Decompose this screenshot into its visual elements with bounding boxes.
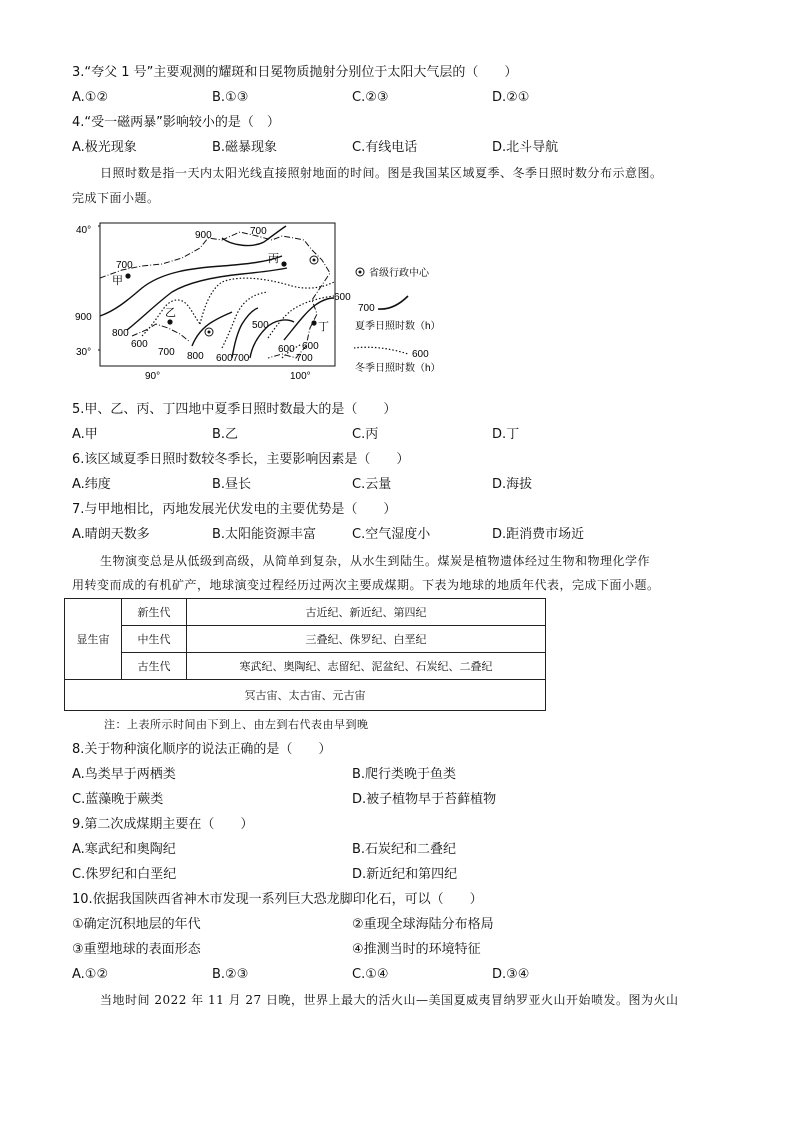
place-jia-dot xyxy=(125,273,130,278)
q10-choice-1: ①确定沉积地层的年代 xyxy=(72,917,201,932)
legend-summer-line xyxy=(378,296,408,309)
lat-40-label: 40° xyxy=(76,225,92,236)
volcano-intro-line1: 当地时间 2022 年 11 月 27 日晚，世界上最大的活火山—美国夏威夷冒纳罗亚火山开始喷发。图为火山 xyxy=(100,993,679,1007)
question-9-stem: 9.第二次成煤期主要在（ ） xyxy=(72,817,254,832)
q9-option-b[interactable]: B.石炭纪和二叠纪 xyxy=(352,842,457,857)
place-yi-dot xyxy=(167,319,172,324)
q4-option-c[interactable]: C.有线电话 xyxy=(352,140,418,155)
contour-label: 800 xyxy=(187,351,204,362)
q8-option-b[interactable]: B.爬行类晚于鱼类 xyxy=(352,767,457,782)
q6-option-c[interactable]: C.云量 xyxy=(352,477,392,492)
q3-option-d[interactable]: D.②① xyxy=(492,90,530,105)
q10-choice-2: ②重现全球海陆分布格局 xyxy=(352,917,494,932)
legend-summer-value: 700 xyxy=(358,303,375,314)
q9-option-a[interactable]: A.寒武纪和奥陶纪 xyxy=(72,842,176,857)
q10-option-d[interactable]: D.③④ xyxy=(492,967,530,982)
place-bing-dot xyxy=(281,261,286,266)
question-10-stem: 10.依据我国陕西省神木市发现一系列巨大恐龙脚印化石，可以（ ） xyxy=(72,892,483,907)
place-ding-dot xyxy=(311,320,316,325)
q10-option-b[interactable]: B.②③ xyxy=(212,967,249,982)
q10-option-c[interactable]: C.①④ xyxy=(352,967,389,982)
legend-winter-value: 600 xyxy=(412,349,429,360)
contour-label: 700 xyxy=(296,353,313,364)
q4-option-a[interactable]: A.极光现象 xyxy=(72,140,137,155)
sunshine-intro-line2: 完成下面小题。 xyxy=(72,191,160,205)
q3-option-c[interactable]: C.②③ xyxy=(352,90,389,105)
legend-winter-line xyxy=(354,347,408,354)
lat-30-label: 30° xyxy=(76,347,92,358)
lon-90-label: 90° xyxy=(145,371,161,380)
question-5-stem: 5.甲、乙、丙、丁四地中夏季日照时数最大的是（ ） xyxy=(72,402,397,417)
q6-option-a[interactable]: A.纬度 xyxy=(72,477,111,492)
contour-label: 600700 xyxy=(216,353,250,364)
geologic-time-table xyxy=(64,598,546,711)
contour-label: 700 xyxy=(250,226,267,237)
question-8-stem: 8.关于物种演化顺序的说法正确的是（ ） xyxy=(72,742,332,757)
table-note: 注：上表所示时间由下到上、由左到右代表由早到晚 xyxy=(104,718,369,731)
question-3-stem: 3.“夸父 1 号”主要观测的耀斑和日冕物质抛射分别位于太阳大气层的（ ） xyxy=(72,65,518,80)
era-cell: 中生代 xyxy=(122,626,187,653)
q5-option-c[interactable]: C.丙 xyxy=(352,427,379,442)
contour-label: 700 xyxy=(116,260,133,271)
legend-capital-label: 省级行政中心 xyxy=(369,268,429,279)
place-ding-label: 丁 xyxy=(318,321,329,333)
summer-isoline-600-east xyxy=(284,298,334,340)
q3-option-b[interactable]: B.①③ xyxy=(212,90,249,105)
legend-winter-label: 冬季日照时数（h） xyxy=(355,363,441,374)
contour-label: 800 xyxy=(112,328,129,339)
q3-option-a[interactable]: A.①② xyxy=(72,90,109,105)
q7-option-c[interactable]: C.空气湿度小 xyxy=(352,527,431,542)
contour-label: 600 xyxy=(334,292,351,303)
periods-cell: 寒武纪、奥陶纪、志留纪、泥盆纪、石炭纪、二叠纪 xyxy=(187,653,546,680)
contour-label: 600 xyxy=(131,339,148,350)
q7-option-b[interactable]: B.太阳能资源丰富 xyxy=(212,527,317,542)
q5-option-d[interactable]: D.丁 xyxy=(492,427,520,442)
q4-option-b[interactable]: B.磁暴现象 xyxy=(212,140,278,155)
sunshine-intro-line1: 日照时数是指一天内太阳光线直接照射地面的时间。图是我国某区域夏季、冬季日照时数分布示意图。 xyxy=(100,166,663,180)
periods-cell: 古近纪、新近纪、第四纪 xyxy=(187,599,546,626)
evolution-intro-line2: 用转变而成的有机矿产，地球演变过程经历过两次主要成煤期。下表为地球的地质年代表，完成下面小题。 xyxy=(72,578,660,592)
q6-option-d[interactable]: D.海拔 xyxy=(492,477,533,492)
eon-cell: 显生宙 xyxy=(65,599,122,680)
q5-option-b[interactable]: B.乙 xyxy=(212,427,239,442)
q8-option-c[interactable]: C.蓝藻晚于蕨类 xyxy=(72,792,164,807)
question-6-stem: 6.该区域夏季日照时数较冬季长，主要影响因素是（ ） xyxy=(72,452,410,467)
q10-option-a[interactable]: A.①② xyxy=(72,967,109,982)
lon-100-label: 100° xyxy=(290,371,311,380)
q9-option-c[interactable]: C.侏罗纪和白垩纪 xyxy=(72,867,177,882)
place-yi-label: 乙 xyxy=(165,307,176,319)
place-jia-label: 甲 xyxy=(112,275,123,287)
contour-label: 600 xyxy=(278,344,295,355)
precambrian-cell: 冥古宙、太古宙、元古宙 xyxy=(65,680,546,711)
periods-cell: 三叠纪、侏罗纪、白垩纪 xyxy=(187,626,546,653)
contour-label: 600 xyxy=(302,341,319,352)
question-7-stem: 7.与甲地相比，丙地发展光伏发电的主要优势是（ ） xyxy=(72,502,397,517)
evolution-intro-line1: 生物演变总是从低级到高级，从简单到复杂，从水生到陆生。煤炭是植物遗体经过生物和物理化学作 xyxy=(100,554,651,568)
q7-option-d[interactable]: D.距消费市场近 xyxy=(492,527,585,542)
q10-choice-4: ④推测当时的环境特征 xyxy=(352,942,481,957)
era-cell: 新生代 xyxy=(122,599,187,626)
left-900-label: 900 xyxy=(75,312,92,323)
sunshine-map xyxy=(72,218,452,380)
era-cell: 古生代 xyxy=(122,653,187,680)
q9-option-d[interactable]: D.新近纪和第四纪 xyxy=(352,867,458,882)
q4-option-d[interactable]: D.北斗导航 xyxy=(492,140,559,155)
contour-label: 500 xyxy=(252,320,269,331)
q10-choice-3: ③重塑地球的表面形态 xyxy=(72,942,201,957)
place-bing-label: 丙 xyxy=(268,253,279,265)
q5-option-a[interactable]: A.甲 xyxy=(72,427,98,442)
contour-label: 900 xyxy=(195,230,212,241)
q7-option-a[interactable]: A.晴朗天数多 xyxy=(72,527,150,542)
q8-option-a[interactable]: A.鸟类早于两栖类 xyxy=(72,767,176,782)
contour-label: 700 xyxy=(158,347,175,358)
legend-summer-label: 夏季日照时数（h） xyxy=(355,321,441,332)
q8-option-d[interactable]: D.被子植物早于苔藓植物 xyxy=(352,792,497,807)
question-4-stem: 4.“受一磁两暴”影响较小的是（ ） xyxy=(72,115,280,130)
q6-option-b[interactable]: B.昼长 xyxy=(212,477,252,492)
